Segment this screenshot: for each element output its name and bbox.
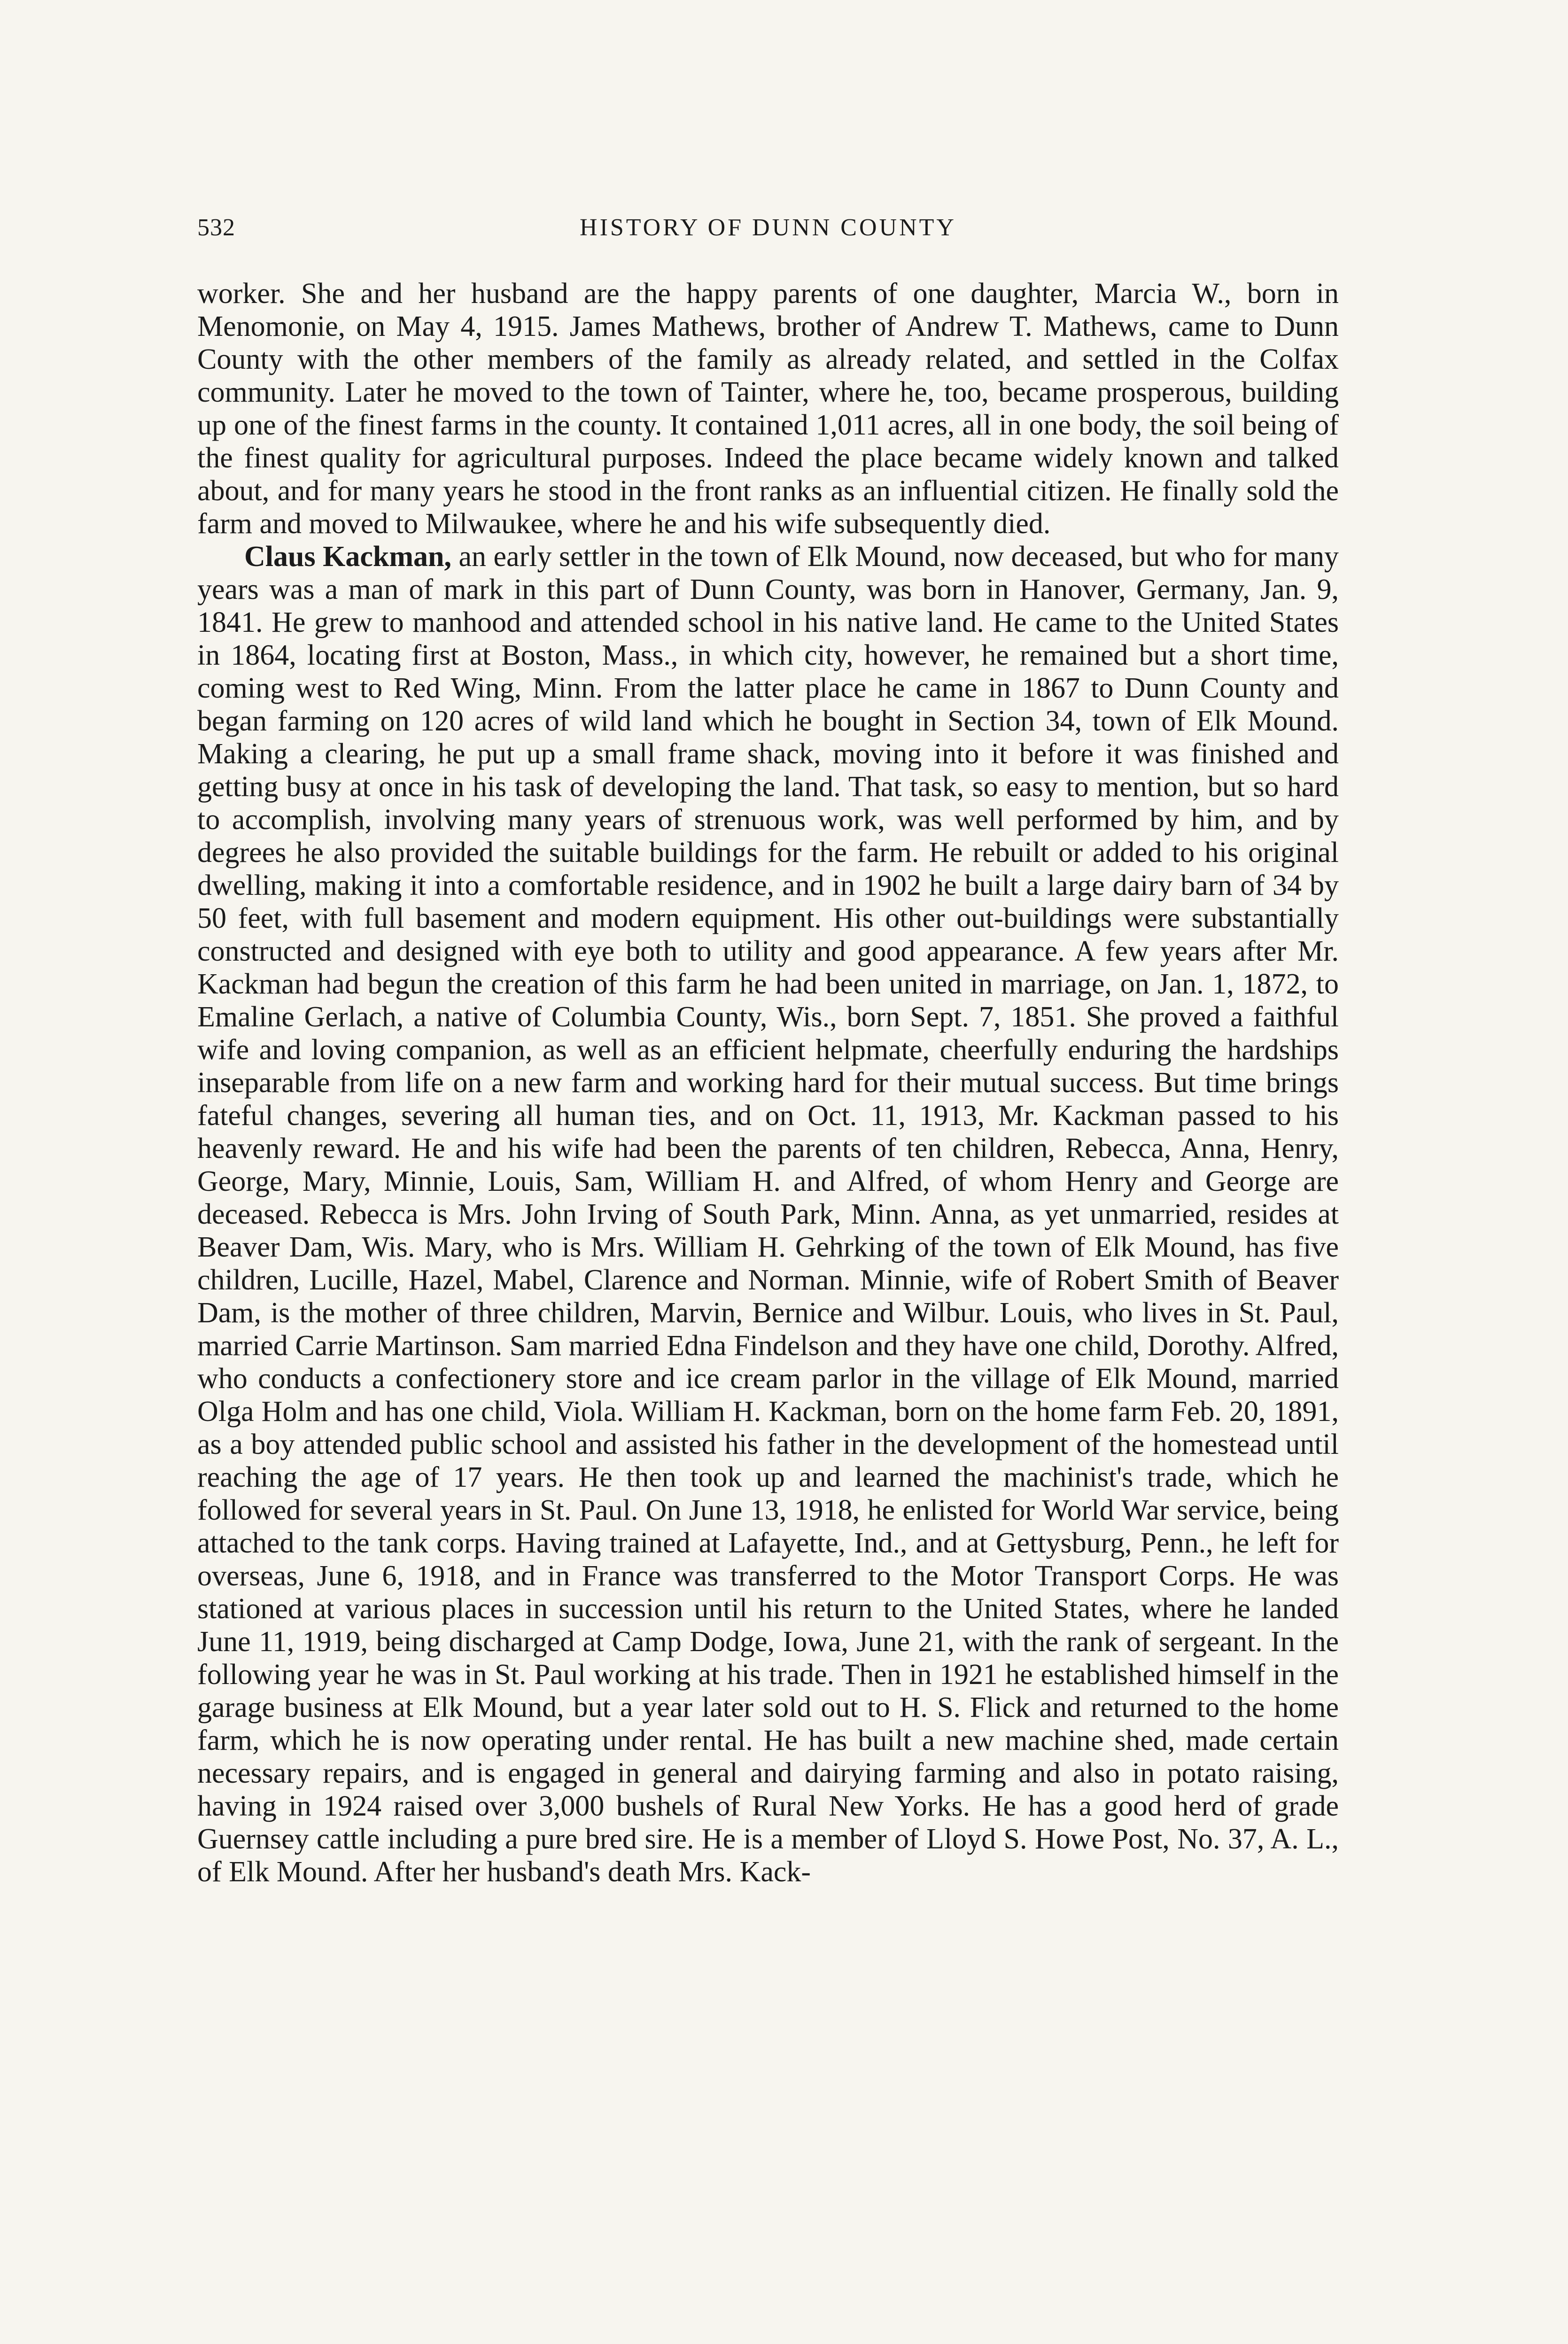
running-title: HISTORY OF DUNN COUNTY: [580, 214, 956, 241]
biography-subject-name: Claus Kackman,: [244, 541, 451, 573]
paragraph-text: an early settler in the town of Elk Mound, now deceased, but who for many years was a man of mark in this part of Dunn County, was born in Hanover, Germany, Jan. 9, 1841. He grew to manhood and attended school in his native land. He came to the United States in 1864, locating first at Boston, Mass., in which city, however, he remained but a short time, coming west to Red Wing, Minn. From the latter place he came in 1867 to Dunn County and began farming on 120 acres of wild land which he bought in Section 34, town of Elk Mound. Making a clearing, he put up a small frame shack, moving into it before it was finished and getting busy at once in his task of developing the land. That task, so easy to mention, but so hard to accomplish, involving many years of strenuous work, was well performed by him, and by degrees he also provided the suitable buildings for the farm. He rebuilt or added to his original dwelling, making it into a comfortable residence, and in 1902 he built a large dairy barn of 34 by 50 feet, with full basement and modern equipment. His other out-buildings were substantially constructed and designed with eye both to utility and good appearance. A few years after Mr. Kackman had begun the creation of this farm he had been united in marriage, on Jan. 1, 1872, to Emaline Gerlach, a native of Columbia County, Wis., born Sept. 7, 1851. She proved a faithful wife and loving companion, as well as an efficient helpmate, cheerfully enduring the hardships inseparable from life on a new farm and working hard for their mutual success. But time brings fateful changes, severing all human ties, and on Oct. 11, 1913, Mr. Kackman passed to his heavenly reward. He and his wife had been the parents of ten children, Rebecca, Anna, Henry, George, Mary, Minnie, Louis, Sam, William H. and Alfred, of whom Henry and George are deceased. Rebecca is Mrs. John Irving of South Park, Minn. Anna, as yet unmarried, resides at Beaver Dam, Wis. Mary, who is Mrs. William H. Gehrking of the town of Elk Mound, has five children, Lucille, Hazel, Mabel, Clarence and Norman. Minnie, wife of Robert Smith of Beaver Dam, is the mother of three children, Marvin, Bernice and Wilbur. Louis, who lives in St. Paul, married Carrie Martinson. Sam married Edna Findelson and they have one child, Dorothy. Alfred, who conducts a confectionery store and ice cream parlor in the village of Elk Mound, married Olga Holm and has one child, Viola. William H. Kackman, born on the home farm Feb. 20, 1891, as a boy attended public school and assisted his father in the development of the homestead until reaching the age of 17 years. He then took up and learned the machinist's trade, which he followed for several years in St. Paul. On June 13, 1918, he enlisted for World War service, being attached to the tank corps. Having trained at Lafayette, Ind., and at Gettysburg, Penn., he left for overseas, June 6, 1918, and in France was transferred to the Motor Transport Corps. He was stationed at various places in succession until his return to the United States, where he landed June 11, 1919, being discharged at Camp Dodge, Iowa, June 21, with the rank of sergeant. In the following year he was in St. Paul working at his trade. Then in 1921 he established himself in the garage business at Elk Mound, but a year later sold out to H. S. Flick and returned to the home farm, which he is now operating under rental. He has built a new machine shed, made certain necessary repairs, and is engaged in general and dairying farming and also in potato raising, having in 1924 raised over 3,000 bushels of Rural New Yorks. He has a good herd of grade Guernsey cattle including a pure bred sire. He is a member of Lloyd S. Howe Post, No. 37, A. L., of Elk Mound. After her husband's death Mrs. Kack-: [197, 541, 1339, 1888]
page-number: 532: [197, 214, 235, 241]
paragraph-claus-kackman: [197, 540, 1339, 1888]
paragraph-text: worker. She and her husband are the happy parents of one daughter, Marcia W., born in Menomonie, on May 4, 1915. James Mathews, brother of Andrew T. Mathews, came to Dunn County with the other members of the family as already related, and settled in the Colfax community. Later he moved to the town of Tainter, where he, too, became prosperous, building up one of the finest farms in the county. It contained 1,011 acres, all in one body, the soil being of the finest quality for agricultural purposes. Indeed the place became widely known and talked about, and for many years he stood in the front ranks as an influential citizen. He finally sold the farm and moved to Milwaukee, where he and his wife subsequently died.: [197, 278, 1339, 540]
paragraph: [197, 277, 1339, 540]
page-header: [197, 214, 1339, 251]
body-text: [197, 277, 1339, 1888]
